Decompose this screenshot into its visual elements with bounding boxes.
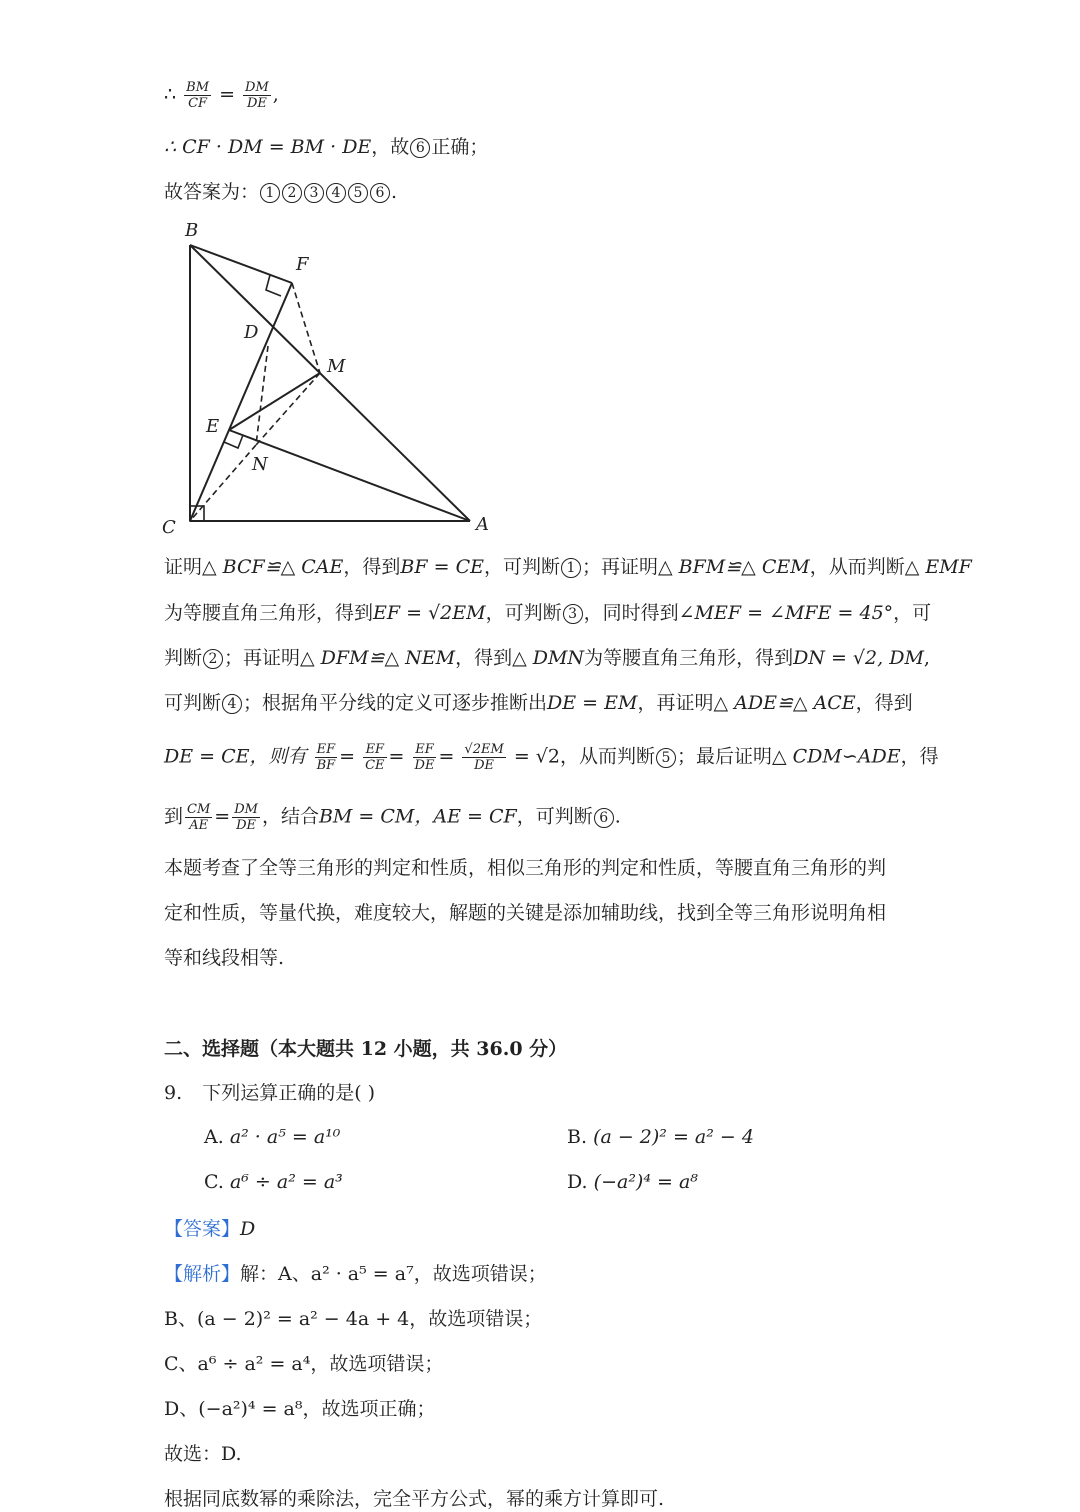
label-n: N [252,454,268,475]
fraction-dm-de: $\frac{DM}{DE}$ [245,80,269,111]
fraction: $\frac{EF}{CE}$ [365,742,385,773]
analysis-line-3: 判断 2 ；再证明△ DFM≌△ NEM，得到△ DMN为等腰直角三角形，得到DN = √2, DM, [164,647,930,669]
circled-number: 3 [304,183,324,203]
analysis-step-c: C、a⁶ ÷ a² = a⁴，故选项错误； [164,1353,444,1375]
circled-number: 1 [260,183,280,203]
summary-line-2: 定和性质，等量代换，难度较大，解题的关键是添加辅助线，找到全等三角形说明角相 [164,902,887,924]
circled-number: 3 [563,604,583,624]
fraction: $\frac{EF}{DE}$ [414,742,435,773]
analysis-tag: 【解析】 [164,1263,241,1285]
dashed-mn [256,373,320,445]
analysis-method-note: 根据同底数幂的乘除法，完全平方公式，幂的乘方计算即可. [164,1488,665,1510]
answer-value: D [240,1218,256,1240]
fraction: $\frac{EF}{BF}$ [316,742,336,773]
analysis-step-d: D、(−a²)⁴ = a⁸，故选项正确； [164,1398,436,1420]
summary-line-3: 等和线段相等. [164,947,285,969]
circled-number: 5 [656,748,676,768]
label-a: A [476,514,489,535]
analysis-line-6: 到 $\frac{CM}{AE}$ = $\frac{DM}{DE}$ ，结合BM = CM，AE = CF，可判断 6 . [164,802,621,833]
question-number: 9. [164,1082,183,1104]
dashed-nc [190,445,256,521]
analysis-line-4: 可判断 4 ；根据角平分线的定义可逐步推断出DE = EM，再证明△ ADE≌△ ACE，得到 [164,692,913,714]
geometry-figure [150,210,510,540]
circled-number: 6 [410,138,430,158]
fraction: $\frac{√2EM}{DE}$ [464,742,504,773]
circled-number: 4 [326,183,346,203]
option-a: A. a² · a⁵ = a¹⁰ [204,1126,341,1148]
label-c: C [162,517,176,538]
fraction: $\frac{DM}{DE}$ [234,802,258,833]
therefore-symbol: ∴ [164,83,177,106]
segment-ba [190,245,470,521]
product-line: ∴ CF · DM = BM · DE，故 6 正确； [164,136,489,158]
label-e: E [206,416,220,437]
option-d: D. (−a²)⁴ = a⁸ [567,1171,698,1193]
circled-number: 2 [282,183,302,203]
fraction: $\frac{CM}{AE}$ [187,802,211,833]
answer-line: 故答案为： 1 2 3 4 5 6 . [164,181,398,203]
product-formula: ∴ CF · DM = BM · DE [164,136,372,158]
analysis-line-2: 为等腰直角三角形，得到EF = √2EM，可判断 3 ，同时得到∠MEF = ∠MFE = 45°，可 [164,602,932,624]
answer-tag: 【答案】 [164,1218,241,1240]
circled-number: 6 [594,808,614,828]
label-m: M [327,356,346,377]
segment-bf [190,245,292,283]
option-b: B. (a − 2)² = a² − 4 [567,1126,754,1148]
option-c: C. a⁶ ÷ a² = a³ [204,1171,343,1193]
therefore-ratio-line: ∴ $\frac{BM}{CF}$ = $\frac{DM}{DE}$ , [164,80,279,111]
circled-number: 6 [370,183,390,203]
segment-ea [229,430,470,521]
segment-fc [190,283,292,521]
answer-row [164,1216,255,1242]
analysis-conclusion: 故选：D. [164,1443,242,1465]
circled-number: 2 [203,649,223,669]
analysis-row: 【解析】解：A、a² · a⁵ = a⁷，故选项错误； [164,1263,547,1285]
segment-em [229,373,320,430]
analysis-step-b: B、(a − 2)² = a² − 4a + 4，故选项错误； [164,1308,543,1330]
circled-number: 5 [348,183,368,203]
label-f: F [296,254,309,275]
question-stem: 下列运算正确的是( ) [202,1082,376,1104]
circled-number: 4 [222,694,242,714]
label-b: B [185,220,199,241]
fraction-bm-cf: $\frac{BM}{CF}$ [186,80,210,111]
label-d: D [244,322,259,343]
question-9 [164,1080,375,1106]
analysis-line-5: DE = CE，则有 $\frac{EF}{BF}$ = $\frac{EF}{CE}$ = $\frac{EF}{DE}$ = $\frac{√2EM}{DE}$ = √2，从而判断 5 ；最后证明△ CDM∽ADE，得 [164,742,939,773]
circled-number: 1 [561,558,581,578]
summary-line-1: 本题考查了全等三角形的判定和性质，相似三角形的判定和性质，等腰直角三角形的判 [164,857,887,879]
section-heading: 二、选择题（本大题共 12 小题，共 36.0 分） [164,1038,568,1060]
analysis-line-1: 证明△ BCF≌△ CAE，得到BF = CE，可判断 1 ；再证明△ BFM≌△ CEM，从而判断△ EMF [164,556,972,578]
